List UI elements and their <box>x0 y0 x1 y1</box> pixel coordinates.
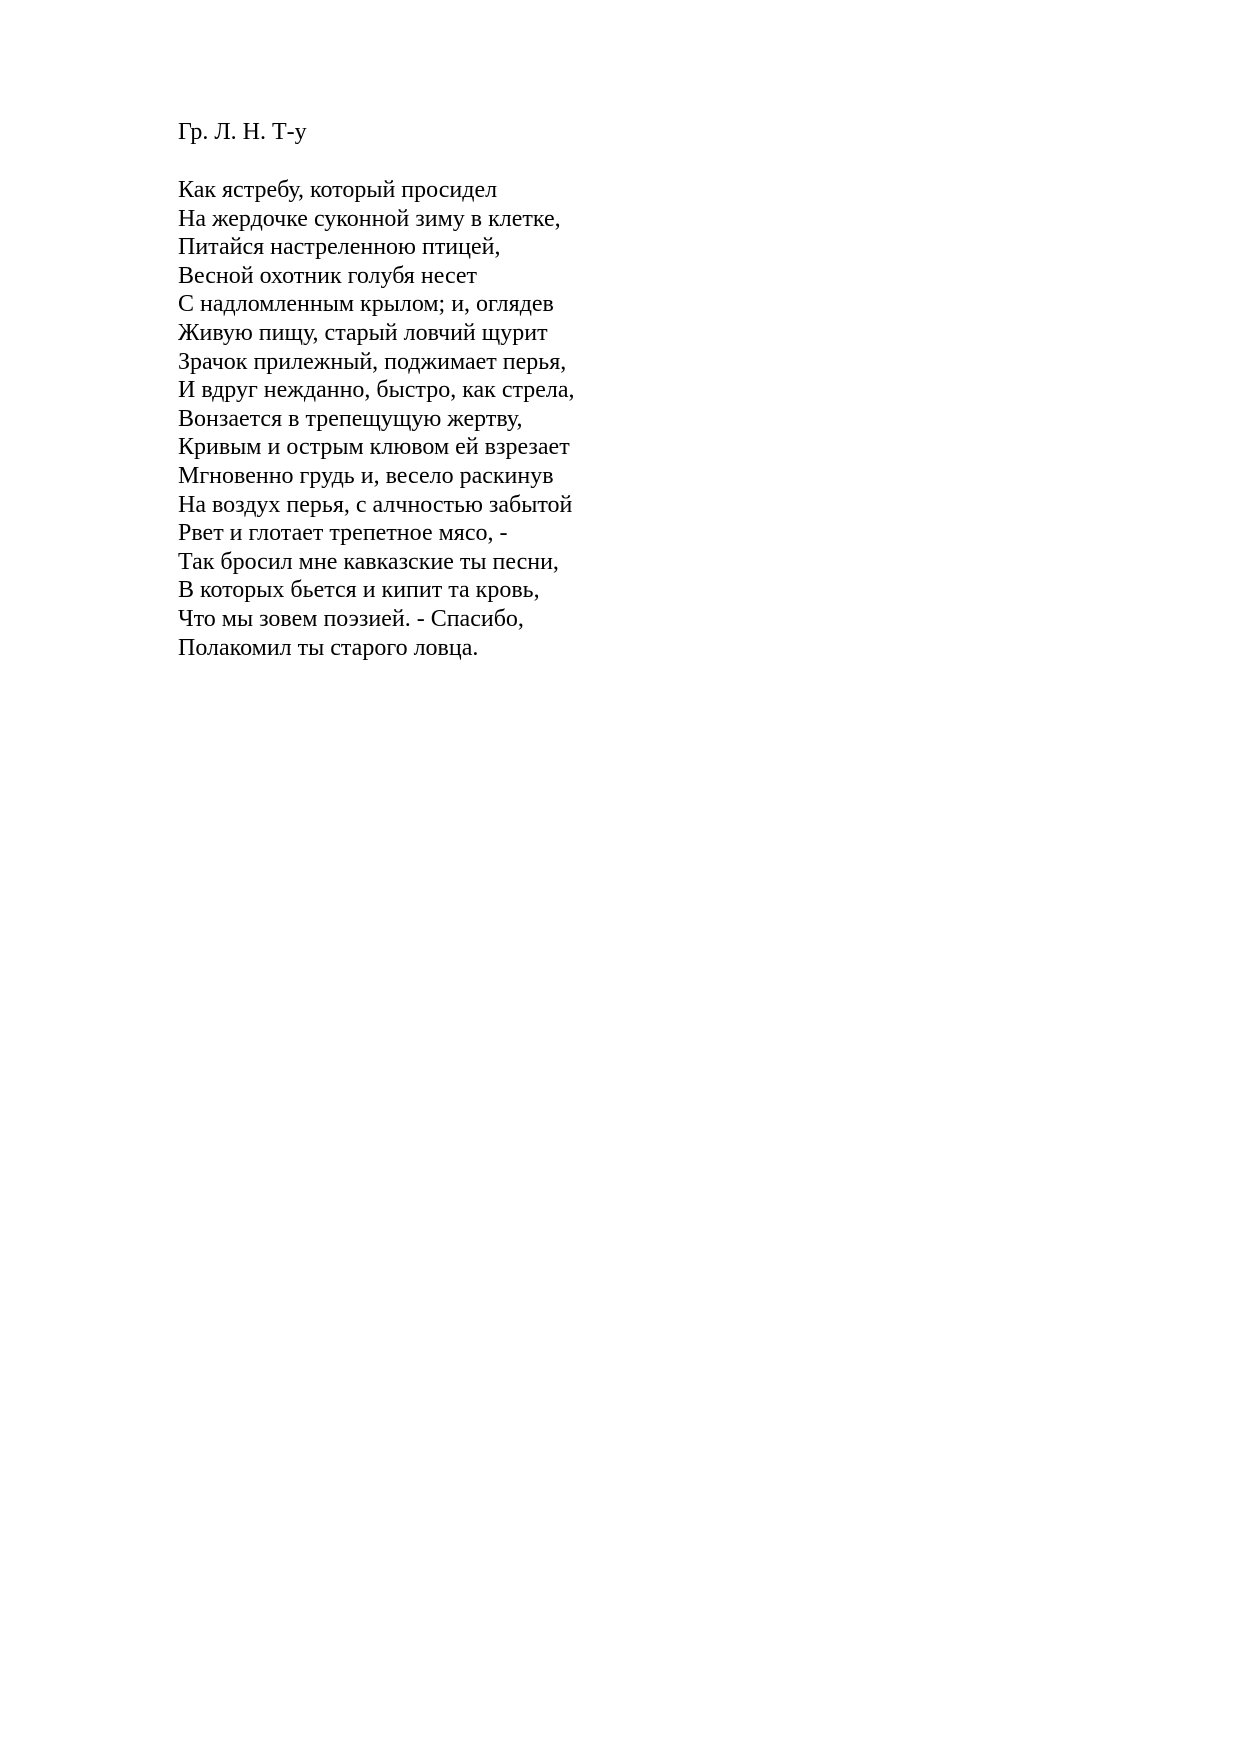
poem-line: И вдруг нежданно, быстро, как стрела, <box>178 377 575 404</box>
poem-line: Что мы зовем поэзией. - Спасибо, <box>178 605 524 632</box>
poem-line: Полакомил ты старого ловца. <box>178 634 479 661</box>
poem-line: Вонзается в трепещущую жертву, <box>178 405 523 432</box>
poem-line: Живую пищу, старый ловчий щурит <box>178 319 548 346</box>
dedication: Гр. Л. Н. Т-у <box>178 119 307 145</box>
poem-line: Кривым и острым клювом ей взрезает <box>178 434 570 461</box>
poem-line: На жердочке суконной зиму в клетке, <box>178 205 561 232</box>
poem-line: Рвет и глотает трепетное мясо, - <box>178 520 508 547</box>
poem-line: Мгновенно грудь и, весело раскинув <box>178 462 554 489</box>
poem-line: Питайся настреленною птицей, <box>178 234 501 261</box>
poem-line: На воздух перья, с алчностью забытой <box>178 491 573 518</box>
poem-line: Так бросил мне кавказские ты песни, <box>178 548 559 575</box>
poem-line: Весной охотник голубя несет <box>178 262 478 289</box>
poem-line: Как ястребу, который просидел <box>178 177 498 203</box>
poem-line: Зрачок прилежный, поджимает перья, <box>178 348 567 375</box>
poem-line: С надломленным крылом; и, оглядев <box>178 291 554 318</box>
poem-line: В которых бьется и кипит та кровь, <box>178 577 540 604</box>
poem-body <box>178 176 575 662</box>
